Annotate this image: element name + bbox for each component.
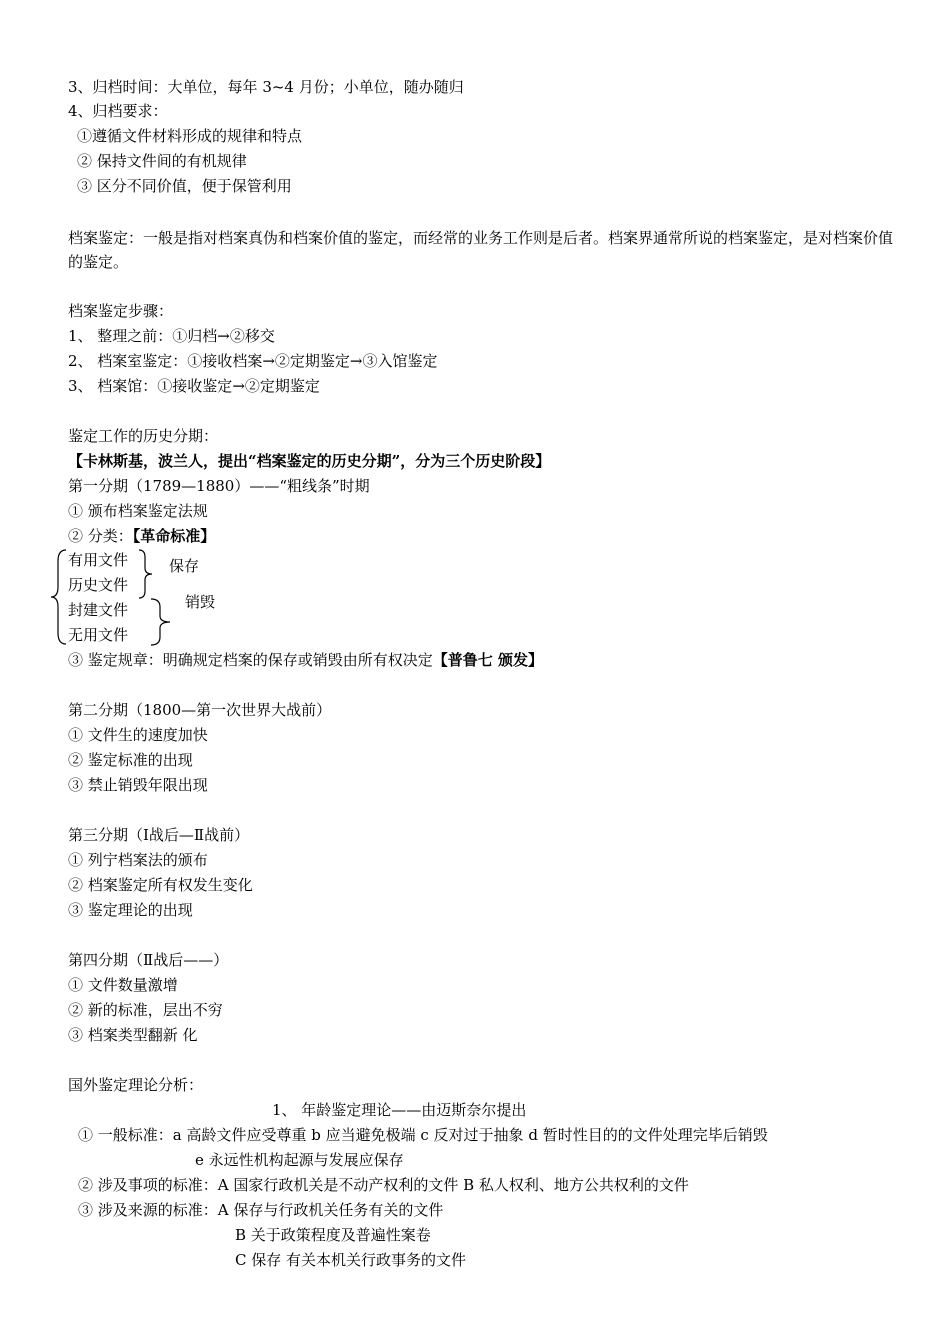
history-title: 鉴定工作的历史分期：: [68, 427, 219, 445]
steps-item: 1、 整理之前：①归档→②移交: [68, 327, 275, 345]
keep-brace: [138, 549, 154, 599]
period4-item: ② 新的标准，层出不穷: [68, 1001, 223, 1019]
destroy-brace: [150, 598, 172, 646]
file-type: 有用文件: [68, 551, 129, 569]
period2-item: ③ 禁止销毁年限出现: [68, 776, 208, 794]
period3-item: ② 档案鉴定所有权发生变化: [68, 876, 253, 894]
prussia-issued: 【普鲁七 颁发】: [432, 651, 544, 669]
period1-item: [68, 526, 215, 546]
period2-title: 第二分期（1800—第一次世界大战前）: [68, 701, 332, 719]
period1-item-text: ② 分类：: [68, 527, 133, 545]
archiving-req-item: ② 保持文件间的有机规律: [77, 152, 247, 170]
period4-title: 第四分期（Ⅱ战后——）: [68, 951, 229, 969]
foreign-title: 国外鉴定理论分析：: [68, 1076, 204, 1094]
general-standard: ① 一般标准：a 高龄文件应受尊重 b 应当避免极端 c 反对过于抽象 d 暂时性目的的文件处理完毕后销毁: [78, 1126, 768, 1144]
file-type: 封建文件: [68, 601, 129, 619]
file-type: 历史文件: [68, 576, 129, 594]
period1-item: ① 颁布档案鉴定法规: [68, 502, 208, 520]
steps-item: 3、 档案馆：①接收鉴定→②定期鉴定: [68, 377, 320, 395]
steps-title: 档案鉴定步骤：: [68, 302, 174, 320]
destroy-label: 销毁: [185, 593, 216, 611]
period1-item: [68, 650, 543, 670]
period4-item: ① 文件数量激增: [68, 976, 178, 994]
archiving-req-item: ①遵循文件材料形成的规律和特点: [77, 127, 303, 145]
period1-title: 第一分期（1789—1880）——“粗线条”时期: [68, 477, 370, 495]
keep-label: 保存: [169, 557, 200, 575]
revolution-standard: 【革命标准】: [132, 527, 216, 545]
period4-item: ③ 档案类型翻新 化: [68, 1026, 198, 1044]
period2-item: ① 文件生的速度加快: [68, 726, 208, 744]
period3-item: ① 列宁档案法的颁布: [68, 851, 208, 869]
file-type: 无用文件: [68, 626, 129, 644]
period2-item: ② 鉴定标准的出现: [68, 751, 193, 769]
matter-standard: ② 涉及事项的标准：A 国家行政机关是不动产权利的文件 B 私人权利、地方公共权利的文件: [78, 1176, 689, 1194]
appraisal-definition: 档案鉴定：一般是指对档案真伪和档案价值的鉴定，而经常的业务工作则是后者。档案界通常所说的档案鉴定，是对档案价值的鉴定。: [68, 229, 894, 271]
general-standard-cont: e 永远性机构起源与发展应保存: [195, 1151, 404, 1169]
source-standard-b: B 关于政策程度及普遍性案卷: [235, 1226, 431, 1244]
steps-item: 2、 档案室鉴定：①接收档案→②定期鉴定→③入馆鉴定: [68, 352, 438, 370]
period3-item: ③ 鉴定理论的出现: [68, 901, 193, 919]
source-standard: ③ 涉及来源的标准：A 保存与行政机关任务有关的文件: [78, 1201, 444, 1219]
age-theory-subtitle: 1、 年龄鉴定理论——由迈斯奈尔提出: [272, 1101, 527, 1119]
period3-title: 第三分期（Ⅰ战后—Ⅱ战前）: [68, 826, 250, 844]
archiving-req-item: ③ 区分不同价值，便于保管利用: [77, 177, 292, 195]
archiving-req-title: 4、归档要求：: [68, 102, 168, 120]
archiving-time: 3、归档时间：大单位，每年 3~4 月份；小单位，随办随归: [68, 78, 464, 96]
source-standard-c: C 保存 有关本机关行政事务的文件: [235, 1251, 467, 1269]
period1-item-text: ③ 鉴定规章：明确规定档案的保存或销毁由所有权决定: [68, 651, 433, 669]
outer-brace: [50, 549, 68, 645]
history-note: 【卡林斯基，波兰人，提出“档案鉴定的历史分期”，分为三个历史阶段】: [68, 452, 551, 470]
